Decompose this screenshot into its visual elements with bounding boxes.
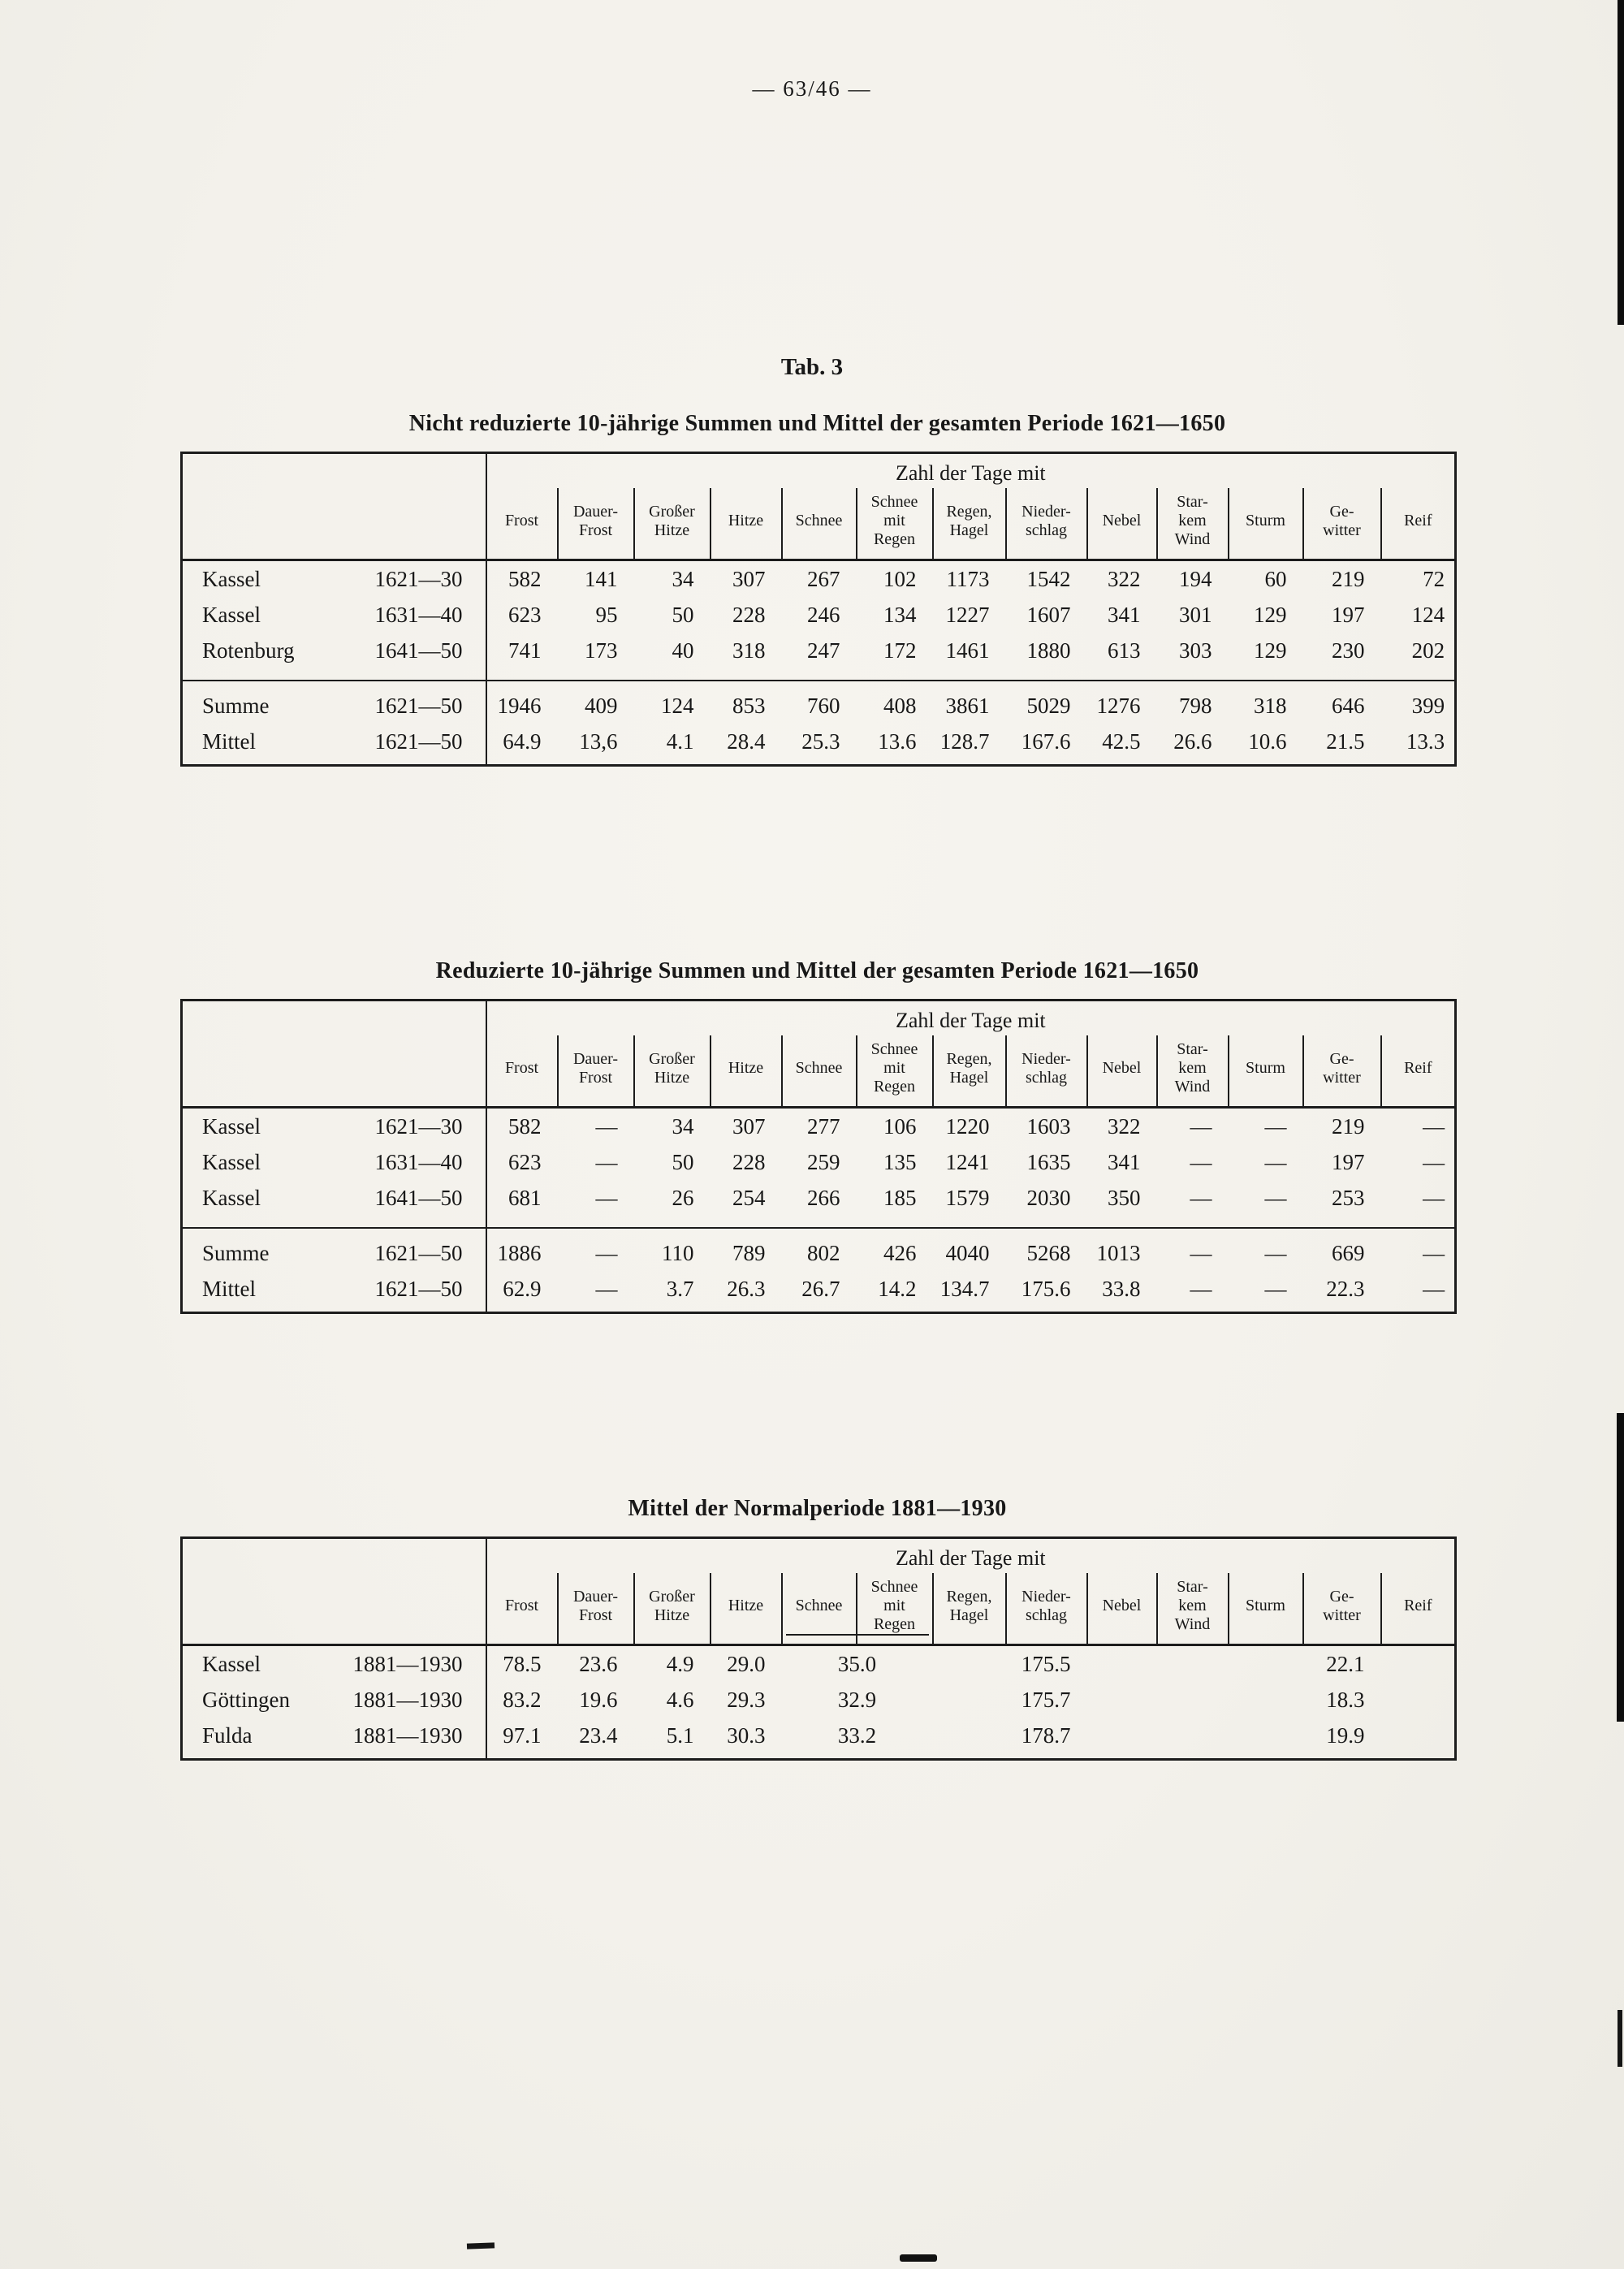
value-cell (1229, 1645, 1303, 1683)
value-cell: 34 (672, 1114, 694, 1139)
column-header-sturm: Sturm (1229, 1573, 1303, 1645)
value-cell: — (1190, 1114, 1212, 1139)
value-cell: 64.9 (503, 729, 542, 754)
value-cell: 613 (1108, 638, 1141, 663)
value-cell: 1013 (1087, 1228, 1157, 1271)
station-cell: Kassel (202, 567, 261, 591)
value-cell: 60 (1264, 567, 1287, 591)
table-row (182, 1144, 1456, 1180)
value-cell: 1579 (945, 1186, 990, 1210)
data-table-unreduced (180, 452, 1457, 767)
value-cell: 426 (857, 1228, 933, 1271)
value-cell (1157, 1645, 1229, 1683)
value-cell: 29.3 (727, 1688, 766, 1712)
value-cell: 19.9 (1326, 1723, 1365, 1748)
value-cell: 197 (1332, 603, 1365, 627)
value-cell (1381, 1682, 1456, 1718)
column-header-frost: Frost (486, 488, 558, 560)
column-header-nebel: Nebel (1087, 1573, 1157, 1645)
period-cell: 1631—40 (340, 597, 486, 633)
value-cell: 78.5 (503, 1652, 542, 1676)
column-header-sturm: Sturm (1229, 488, 1303, 560)
value-cell: 22.1 (1326, 1652, 1365, 1676)
column-header-reif: Reif (1381, 488, 1456, 560)
station-cell: Fulda (202, 1723, 253, 1748)
station-cell: Rotenburg (202, 638, 295, 663)
column-header-schnee: Schnee (782, 1573, 857, 1645)
column-header-dauer--frost: Dauer- Frost (558, 488, 634, 560)
value-cell: 32.9 (837, 1688, 877, 1712)
value-cell: 1542 (1026, 567, 1071, 591)
table-row (182, 724, 1456, 766)
value-cell: 1886 (486, 1228, 558, 1271)
value-cell: — (1423, 1150, 1445, 1174)
value-cell: 202 (1411, 638, 1445, 663)
value-cell: 246 (807, 603, 840, 627)
value-cell: — (1264, 1186, 1287, 1210)
value-cell (1157, 1682, 1229, 1718)
value-cell: — (1190, 1277, 1212, 1301)
value-cell: 40 (672, 638, 694, 663)
table-row (182, 633, 1456, 681)
value-cell: 185 (883, 1186, 917, 1210)
column-header-nieder--schlag: Nieder- schlag (1006, 488, 1087, 560)
value-cell: 259 (807, 1150, 840, 1174)
value-cell: 3.7 (666, 1277, 694, 1301)
table-section-unreduced-sums (180, 411, 1454, 767)
value-cell: 853 (710, 681, 782, 724)
value-cell: 798 (1157, 681, 1229, 724)
value-cell: 129 (1254, 638, 1287, 663)
value-cell: 197 (1332, 1150, 1365, 1174)
station-cell: Mittel (202, 729, 256, 754)
value-cell (933, 1645, 1006, 1683)
value-cell: 582 (508, 1114, 542, 1139)
value-cell: 175.6 (1021, 1277, 1071, 1301)
column-group-label: Zahl der Tage mit (895, 461, 1046, 485)
column-header-schnee: Schnee (782, 1035, 857, 1108)
value-cell: 623 (508, 603, 542, 627)
value-cell (1229, 1718, 1303, 1760)
period-cell: 1641—50 (340, 1180, 486, 1228)
value-cell: 253 (1332, 1186, 1365, 1210)
value-cell: 175.5 (1021, 1652, 1071, 1676)
value-cell: 318 (1229, 681, 1303, 724)
value-cell: 13.3 (1406, 729, 1445, 754)
column-header-star--kem-wind: Star- kem Wind (1157, 488, 1229, 560)
period-cell: 1621—30 (340, 560, 486, 598)
column-header-dauer--frost: Dauer- Frost (558, 1035, 634, 1108)
value-cell: 399 (1381, 681, 1456, 724)
value-cell: 301 (1179, 603, 1212, 627)
value-cell: 1635 (1026, 1150, 1071, 1174)
column-header-großer-hitze: Großer Hitze (634, 1573, 710, 1645)
value-cell: 350 (1108, 1186, 1141, 1210)
value-cell: 219 (1332, 567, 1365, 591)
value-cell: 28.4 (727, 729, 766, 754)
value-cell: 802 (782, 1228, 857, 1271)
value-cell: 194 (1179, 567, 1212, 591)
value-cell: 789 (710, 1228, 782, 1271)
value-cell (1381, 1645, 1456, 1683)
value-cell: 318 (732, 638, 766, 663)
value-cell (1087, 1718, 1157, 1760)
value-cell: 110 (634, 1228, 710, 1271)
station-cell: Kassel (202, 1114, 261, 1139)
column-header-großer-hitze: Großer Hitze (634, 488, 710, 560)
station-cell: Mittel (202, 1277, 256, 1301)
value-cell: 277 (807, 1114, 840, 1139)
column-header-schnee-mit-regen: Schnee mit Regen (857, 488, 933, 560)
column-header-großer-hitze: Großer Hitze (634, 1035, 710, 1108)
column-header-dauer--frost: Dauer- Frost (558, 1573, 634, 1645)
value-cell: 322 (1108, 1114, 1141, 1139)
value-cell: 4.6 (666, 1688, 694, 1712)
value-cell: 124 (634, 681, 710, 724)
column-header-nebel: Nebel (1087, 1035, 1157, 1108)
scan-artifact-mark (467, 2242, 495, 2249)
value-cell: 173 (585, 638, 618, 663)
table-title: Reduzierte 10-jährige Summen und Mittel der gesamten Periode 1621—1650 (435, 958, 1199, 983)
column-header-schnee-mit-regen: Schnee mit Regen (857, 1035, 933, 1108)
value-cell: 1461 (945, 638, 990, 663)
value-cell: — (558, 1228, 634, 1271)
value-cell: — (1190, 1150, 1212, 1174)
value-cell: 230 (1332, 638, 1365, 663)
value-cell: 681 (508, 1186, 542, 1210)
value-cell: 741 (508, 638, 542, 663)
value-cell: 1946 (486, 681, 558, 724)
column-header-nebel: Nebel (1087, 488, 1157, 560)
value-cell: 582 (508, 567, 542, 591)
row-label-header (182, 1538, 486, 1645)
value-cell: 1607 (1026, 603, 1071, 627)
value-cell: — (595, 1186, 618, 1210)
value-cell: 341 (1108, 1150, 1141, 1174)
column-group-label: Zahl der Tage mit (895, 1009, 1046, 1032)
value-cell: 128.7 (939, 729, 990, 754)
value-cell: 30.3 (727, 1723, 766, 1748)
value-cell: 135 (883, 1150, 917, 1174)
column-header-reif: Reif (1381, 1573, 1456, 1645)
column-header-schnee-mit-regen: Schnee mit Regen (857, 1573, 933, 1645)
table-section-reduced-sums (180, 958, 1454, 1314)
station-cell: Kassel (202, 1150, 261, 1174)
table-header (182, 1538, 1456, 1645)
value-cell: 134 (883, 603, 917, 627)
value-cell: 408 (857, 681, 933, 724)
period-cell: 1881—1930 (340, 1682, 486, 1718)
value-cell: 172 (883, 638, 917, 663)
column-header-frost: Frost (486, 1573, 558, 1645)
value-cell (1087, 1682, 1157, 1718)
column-header-regen-hagel: Regen, Hagel (933, 1573, 1006, 1645)
value-cell: 134.7 (939, 1277, 990, 1301)
value-cell: 409 (558, 681, 634, 724)
row-label-header (182, 453, 486, 560)
value-cell: 33.2 (837, 1723, 877, 1748)
value-cell: — (1423, 1186, 1445, 1210)
value-cell: 307 (732, 1114, 766, 1139)
value-cell: 95 (595, 603, 618, 627)
value-cell: — (595, 1277, 618, 1301)
value-cell: 34 (672, 567, 694, 591)
value-cell: 13,6 (579, 729, 618, 754)
value-cell: 228 (732, 1150, 766, 1174)
station-cell: Kassel (202, 1652, 261, 1676)
value-cell: 26.3 (727, 1277, 766, 1301)
scan-artifact-edge (1618, 0, 1624, 325)
column-header-star--kem-wind: Star- kem Wind (1157, 1573, 1229, 1645)
value-cell: 1227 (945, 603, 990, 627)
table-header (182, 1001, 1456, 1108)
station-cell: Kassel (202, 1186, 261, 1210)
value-cell: 178.7 (1021, 1723, 1071, 1748)
column-header-ge--witter: Ge- witter (1303, 488, 1381, 560)
value-cell: 1276 (1087, 681, 1157, 724)
column-header-sturm: Sturm (1229, 1035, 1303, 1108)
column-header-nieder--schlag: Nieder- schlag (1006, 1035, 1087, 1108)
table-row (182, 1180, 1456, 1228)
column-header-ge--witter: Ge- witter (1303, 1573, 1381, 1645)
value-cell: — (1264, 1114, 1287, 1139)
period-cell: 1621—50 (340, 681, 486, 724)
table-body (182, 560, 1456, 766)
value-cell: 102 (883, 567, 917, 591)
station-cell: Göttingen (202, 1688, 290, 1712)
table-row (182, 597, 1456, 633)
value-cell: — (595, 1150, 618, 1174)
column-group-label: Zahl der Tage mit (895, 1546, 1046, 1570)
value-cell (933, 1682, 1006, 1718)
table-section-normal-period (180, 1496, 1454, 1761)
value-cell: 1880 (1026, 638, 1071, 663)
value-cell: — (1423, 1277, 1445, 1301)
table-row (182, 560, 1456, 598)
value-cell: 23.6 (579, 1652, 618, 1676)
value-cell: 175.7 (1021, 1688, 1071, 1712)
value-cell: 26.7 (801, 1277, 840, 1301)
period-cell: 1621—30 (340, 1108, 486, 1145)
value-cell: 267 (807, 567, 840, 591)
value-cell: 25.3 (801, 729, 840, 754)
column-header-regen-hagel: Regen, Hagel (933, 1035, 1006, 1108)
page-number: — 63/46 — (752, 76, 872, 101)
column-header-regen-hagel: Regen, Hagel (933, 488, 1006, 560)
table-title: Mittel der Normalperiode 1881—1930 (628, 1496, 1007, 1521)
scan-artifact-edge (1617, 1413, 1624, 1722)
value-cell: — (1381, 1228, 1456, 1271)
value-cell: 72 (1423, 567, 1445, 591)
period-cell: 1881—1930 (340, 1718, 486, 1760)
value-cell: — (1157, 1228, 1229, 1271)
value-cell: 228 (732, 603, 766, 627)
period-cell: 1621—50 (340, 724, 486, 766)
table-title: Nicht reduzierte 10-jährige Summen und Mittel der gesamten Periode 1621—1650 (408, 411, 1226, 436)
value-cell: 307 (732, 567, 766, 591)
value-cell: 646 (1303, 681, 1381, 724)
value-cell: 23.4 (579, 1723, 618, 1748)
value-cell: 4040 (933, 1228, 1006, 1271)
value-cell: 669 (1303, 1228, 1381, 1271)
value-cell (1157, 1718, 1229, 1760)
value-cell: 760 (782, 681, 857, 724)
value-cell: 50 (672, 603, 694, 627)
column-header-reif: Reif (1381, 1035, 1456, 1108)
table-row (182, 1108, 1456, 1145)
value-cell: — (1190, 1186, 1212, 1210)
scan-artifact-edge (1618, 2010, 1622, 2067)
column-header-star--kem-wind: Star- kem Wind (1157, 1035, 1229, 1108)
table-row (182, 1682, 1456, 1718)
value-cell: 124 (1411, 603, 1445, 627)
value-cell: 129 (1254, 603, 1287, 627)
value-cell: 35.0 (837, 1652, 877, 1676)
table-row (182, 681, 1456, 724)
data-table-normal-period (180, 1536, 1457, 1761)
scan-artifact-mark (900, 2254, 937, 2262)
column-header-hitze: Hitze (710, 1573, 782, 1645)
value-cell: 13.6 (878, 729, 917, 754)
table-row (182, 1228, 1456, 1271)
column-header-frost: Frost (486, 1035, 558, 1108)
value-cell: — (1229, 1228, 1303, 1271)
value-cell (1229, 1682, 1303, 1718)
value-cell: 2030 (1026, 1186, 1071, 1210)
value-cell: 62.9 (503, 1277, 542, 1301)
value-cell: 623 (508, 1150, 542, 1174)
value-cell: 4.9 (666, 1652, 694, 1676)
value-cell: 97.1 (503, 1723, 542, 1748)
value-cell: 1173 (946, 567, 990, 591)
data-table-reduced (180, 999, 1457, 1314)
station-cell: Kassel (202, 603, 261, 627)
column-header-hitze: Hitze (710, 488, 782, 560)
table-row (182, 1718, 1456, 1760)
value-cell: 106 (883, 1114, 917, 1139)
value-cell: 141 (585, 567, 618, 591)
value-cell: 50 (672, 1150, 694, 1174)
column-header-nieder--schlag: Nieder- schlag (1006, 1573, 1087, 1645)
value-cell: 21.5 (1326, 729, 1365, 754)
value-cell (1381, 1718, 1456, 1760)
value-cell: 322 (1108, 567, 1141, 591)
value-cell: 22.3 (1326, 1277, 1365, 1301)
value-cell: 5.1 (666, 1723, 694, 1748)
table-caption: Tab. 3 (780, 354, 844, 380)
value-cell: 3861 (933, 681, 1006, 724)
value-cell (1087, 1645, 1157, 1683)
value-cell: 42.5 (1102, 729, 1141, 754)
value-cell: 266 (807, 1186, 840, 1210)
period-cell: 1881—1930 (340, 1645, 486, 1683)
value-cell: 167.6 (1021, 729, 1071, 754)
value-cell: 219 (1332, 1114, 1365, 1139)
value-cell: — (1264, 1150, 1287, 1174)
period-cell: 1641—50 (340, 633, 486, 681)
period-cell: 1621—50 (340, 1228, 486, 1271)
value-cell (933, 1718, 1006, 1760)
value-cell: — (1423, 1114, 1445, 1139)
value-cell: 26 (672, 1186, 694, 1210)
value-cell: 14.2 (878, 1277, 917, 1301)
table-body (182, 1645, 1456, 1760)
row-label-header (182, 1001, 486, 1108)
period-cell: 1621—50 (340, 1271, 486, 1313)
value-cell: 1220 (945, 1114, 990, 1139)
station-cell: Summe (182, 1228, 340, 1271)
table-body (182, 1108, 1456, 1313)
value-cell: 4.1 (666, 729, 694, 754)
value-cell: 1603 (1026, 1114, 1071, 1139)
value-cell: 19.6 (579, 1688, 618, 1712)
value-cell: 341 (1108, 603, 1141, 627)
column-header-schnee: Schnee (782, 488, 857, 560)
value-cell: — (1264, 1277, 1287, 1301)
value-cell: 83.2 (503, 1688, 542, 1712)
value-cell: 33.8 (1102, 1277, 1141, 1301)
value-cell: 26.6 (1173, 729, 1212, 754)
value-cell: 254 (732, 1186, 766, 1210)
value-cell: 10.6 (1248, 729, 1287, 754)
value-cell: 5268 (1006, 1228, 1087, 1271)
column-header-ge--witter: Ge- witter (1303, 1035, 1381, 1108)
period-cell: 1631—40 (340, 1144, 486, 1180)
value-cell: 1241 (945, 1150, 990, 1174)
value-cell: 18.3 (1326, 1688, 1365, 1712)
station-cell: Summe (182, 681, 340, 724)
column-header-hitze: Hitze (710, 1035, 782, 1108)
table-header (182, 453, 1456, 560)
table-row (182, 1645, 1456, 1683)
table-row (182, 1271, 1456, 1313)
value-cell: 29.0 (727, 1652, 766, 1676)
value-cell: 247 (807, 638, 840, 663)
value-cell: 303 (1179, 638, 1212, 663)
value-cell: — (595, 1114, 618, 1139)
value-cell: 5029 (1006, 681, 1087, 724)
